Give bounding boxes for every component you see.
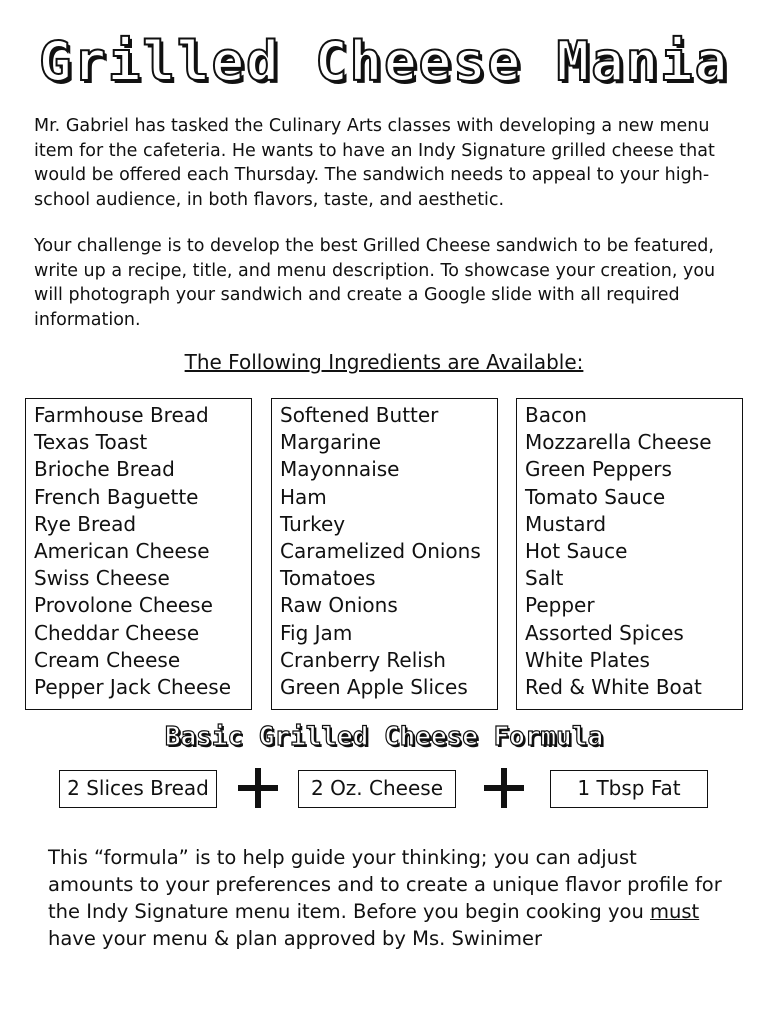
ingredient-item: Cranberry Relish: [280, 647, 446, 672]
intro-paragraph-2: Your challenge is to develop the best Grilled Cheese sandwich to be featured, write up a recipe, title, and menu description. To showcase your creation, you will photograph your sandwich and create a Google slide with all required information.: [34, 236, 716, 330]
closing-text-start: This “formula” is to help guide your thinking; you can adjust amounts to your preferences and to create a unique flavor profile for the Indy Signature menu item. Before you begin cooking you: [48, 846, 722, 923]
ingredients-column-3: [516, 398, 743, 710]
ingredients-column-1: [25, 398, 252, 710]
ingredient-item: Rye Bread: [34, 511, 137, 536]
ingredient-item: Mozzarella Cheese: [525, 430, 712, 455]
intro-paragraph-1: Mr. Gabriel has tasked the Culinary Arts classes with developing a new menu item for the cafeteria. He wants to have an Indy Signature grilled cheese that would be offered each Thursday. The sandwich needs to appeal to your high-school audience, in both flavors, taste, and aesthetic.: [34, 116, 715, 210]
ingredient-item: Mustard: [525, 511, 607, 536]
closing-emphasis: must: [650, 900, 700, 923]
formula-bread-box: 2 Slices Bread: [59, 770, 217, 808]
ingredient-item: Softened Butter: [280, 403, 439, 427]
ingredient-item: Texas Toast: [34, 430, 148, 455]
ingredient-item: Pepper Jack Cheese: [34, 675, 231, 700]
ingredient-item: Caramelized Onions: [280, 539, 481, 564]
ingredient-item: Swiss Cheese: [34, 566, 170, 591]
ingredient-item: Farmhouse Bread: [34, 403, 209, 427]
plus-icon: [483, 766, 525, 808]
formula-fat-box: 1 Tbsp Fat: [550, 770, 708, 808]
ingredient-item: Pepper: [525, 593, 595, 618]
ingredient-item: Tomato Sauce: [525, 484, 666, 509]
ingredient-item: Bacon: [525, 403, 587, 427]
formula-cheese-box: 2 Oz. Cheese: [298, 770, 456, 808]
ingredient-item: Assorted Spices: [525, 620, 684, 645]
ingredient-item: Green Apple Slices: [280, 675, 468, 700]
ingredient-item: Cream Cheese: [34, 647, 181, 672]
closing-paragraph: [48, 844, 728, 952]
page-title: Grilled Cheese Mania: [38, 30, 730, 93]
ingredient-item: Margarine: [280, 430, 382, 455]
ingredient-item: Green Peppers: [525, 457, 672, 482]
ingredients-column-2: [271, 398, 498, 710]
ingredient-item: Tomatoes: [280, 566, 376, 591]
closing-text-end: have your menu & plan approved by Ms. Swinimer: [48, 927, 543, 950]
ingredient-item: Fig Jam: [280, 620, 353, 645]
ingredient-item: Salt: [525, 566, 564, 591]
ingredient-item: White Plates: [525, 647, 650, 672]
ingredient-item: French Baguette: [34, 484, 199, 509]
ingredient-item: Hot Sauce: [525, 539, 628, 564]
ingredient-item: Red & White Boat: [525, 675, 702, 700]
ingredients-heading: The Following Ingredients are Available:: [184, 350, 584, 374]
formula-title: Basic Grilled Cheese Formula: [164, 722, 604, 752]
ingredient-item: Ham: [280, 484, 327, 509]
ingredient-item: Provolone Cheese: [34, 593, 213, 618]
ingredient-item: Turkey: [280, 511, 346, 536]
ingredient-item: Cheddar Cheese: [34, 620, 200, 645]
ingredient-item: Raw Onions: [280, 593, 398, 618]
ingredient-item: Brioche Bread: [34, 457, 175, 482]
plus-icon: [237, 766, 279, 808]
ingredient-item: Mayonnaise: [280, 457, 400, 482]
ingredient-item: American Cheese: [34, 539, 210, 564]
